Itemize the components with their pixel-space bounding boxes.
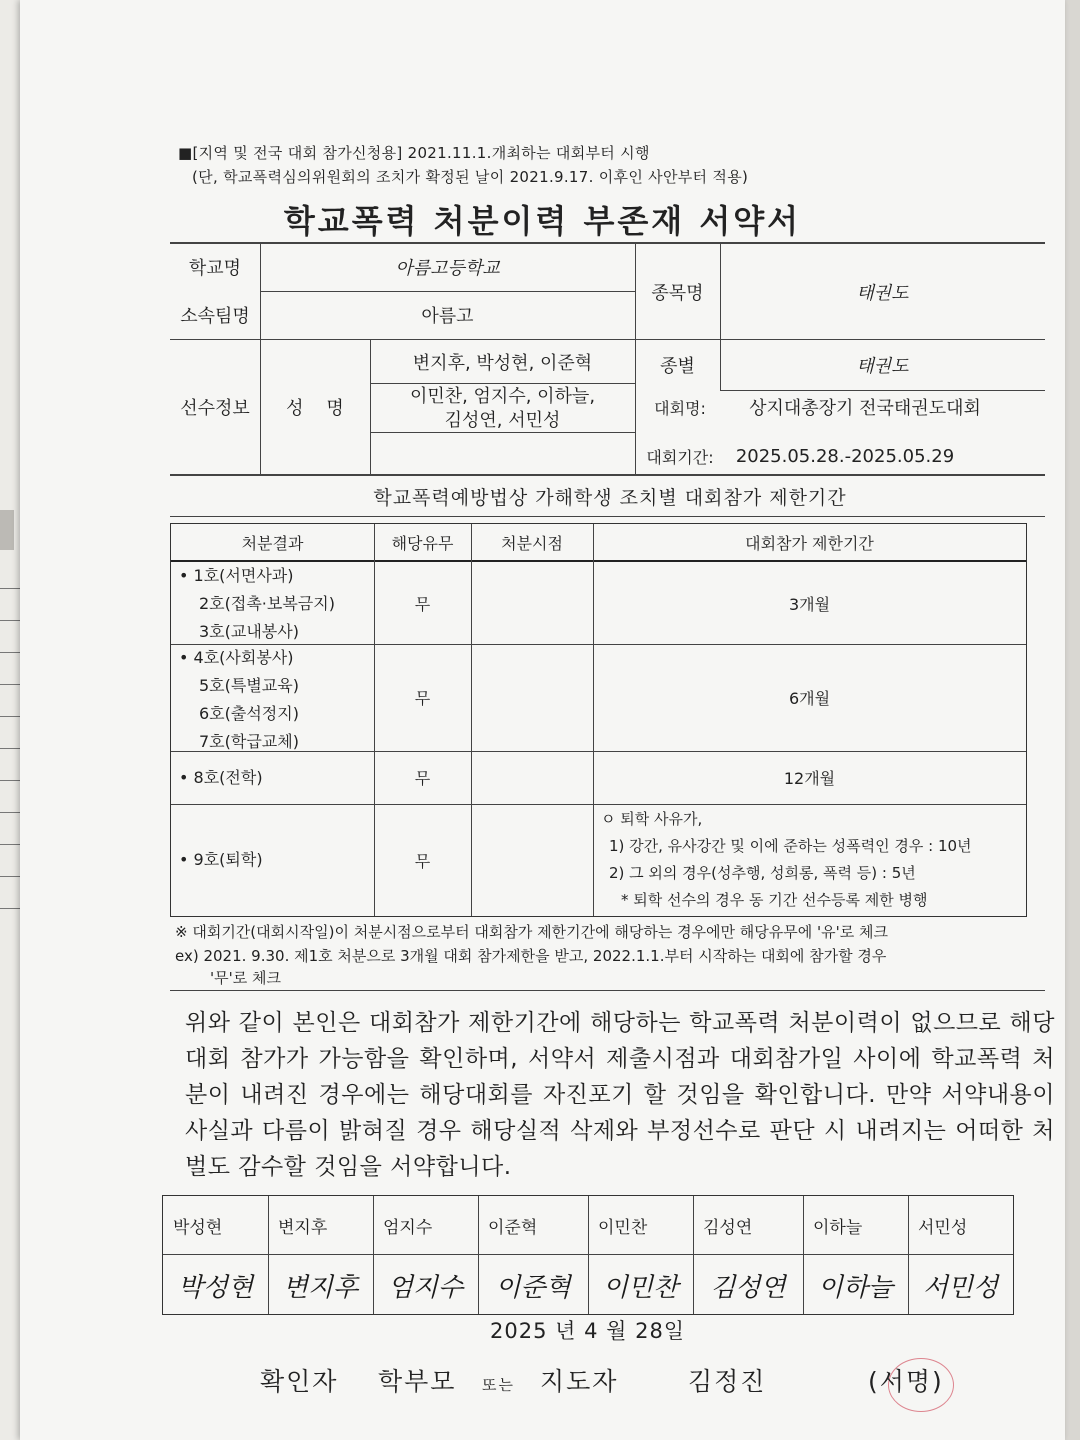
restriction-table <box>170 523 1027 917</box>
sign-label: (서명) <box>868 1367 944 1396</box>
background-rule <box>0 620 22 621</box>
row4-p3: 2) 그 외의 경우(성추행, 성희롱, 폭력 등) : 5년 <box>609 864 916 882</box>
confirmer-name: 김정진 <box>688 1367 767 1396</box>
period-label: 대회기간: <box>646 447 714 467</box>
background-document <box>0 0 22 1440</box>
row1-line1: • 1호(서면사과) <box>179 566 294 585</box>
signature-table <box>162 1195 1014 1315</box>
row3-period: 12개월 <box>783 769 836 788</box>
handwritten-signature: 서민성 <box>922 1272 999 1303</box>
background-tab <box>0 510 14 550</box>
kind-value: 태권도 <box>856 356 909 377</box>
handwritten-signature: 이준혁 <box>495 1272 571 1303</box>
signer-name: 변지후 <box>278 1217 328 1238</box>
note-2: ex) 2021. 9.30. 제1호 처분으로 3개월 대회 참가제한을 받고, 2022.1.1.부터 시작하는 대회에 참가할 경우 <box>175 947 887 965</box>
background-rule <box>0 908 22 909</box>
table-border <box>170 474 1045 476</box>
col-applicable: 해당유무 <box>391 533 454 553</box>
pledge-document <box>20 0 1065 1440</box>
signer-name: 엄지수 <box>383 1217 433 1238</box>
row1-period: 3개월 <box>788 594 831 614</box>
background-rule <box>0 780 22 781</box>
competition-value: 상지대총장기 전국태권도대회 <box>749 398 981 419</box>
kind-label: 종별 <box>660 356 695 377</box>
note-1: ※ 대회기간(대회시작일)이 처분시점으로부터 대회참가 제한기간에 해당하는 경우에만 해당유무에 '유'로 체크 <box>175 923 888 941</box>
note-3: '무'로 체크 <box>210 969 281 987</box>
table-rule <box>171 804 1026 805</box>
signer-name: 서민성 <box>918 1217 968 1238</box>
row4-measure: • 9호(퇴학) <box>179 850 263 869</box>
player-info-label: 선수정보 <box>180 398 250 419</box>
pledge-text: 위와 같이 본인은 대회참가 제한기간에 해당하는 학교폭력 처분이력이 없으므로 해당 대회 참가가 가능함을 확인하며, 서약서 제출시점과 대회참가일 사이에 학교폭력 처분이 내려진 경우에는 해당대회를 자진포기 할 것임을 확인합니다. 만약 서약내용이 사실과 다름이 밝혀질 경우 해당실적 삭제와 부정선수로 판단 시 내려지는 어떠한 처벌도 감수할 것임을 서약합니다. <box>185 1010 1055 1180</box>
name-label: 성 명 <box>286 398 344 419</box>
team-label: 소속팀명 <box>180 306 250 327</box>
handwritten-signature: 엄지수 <box>387 1272 464 1303</box>
period-value: 2025.05.28.-2025.05.29 <box>735 445 955 467</box>
col-result: 처분결과 <box>241 533 304 553</box>
header-subnote: (단, 학교폭력심의위원회의 조치가 확정된 날이 2021.9.17. 이후인 사안부터 적용) <box>192 168 749 186</box>
school-value: 아름고등학교 <box>395 258 500 279</box>
row4-p1: ㅇ 퇴학 사유가, <box>601 810 703 828</box>
document-title: 학교폭력 처분이력 부존재 서약서 <box>283 202 802 240</box>
handwritten-signature: 이민찬 <box>602 1272 679 1303</box>
row3-measure: • 8호(전학) <box>179 768 263 787</box>
competition-label: 대회명: <box>654 398 706 418</box>
handwritten-signature: 김성연 <box>710 1272 786 1303</box>
row2-line3: 6호(출석정지) <box>199 704 299 723</box>
handwritten-signature: 이하늘 <box>817 1272 894 1303</box>
notes-rule <box>170 990 1045 991</box>
row1-line2: 2호(접촉·보복금지) <box>199 594 335 613</box>
team-value: 아름고 <box>421 306 474 327</box>
header-note: ■[지역 및 전국 대회 참가신청용] 2021.11.1.개최하는 대회부터 시행 <box>178 144 650 162</box>
signer-name: 이준혁 <box>488 1217 538 1238</box>
confirmer-label: 확인자 <box>260 1367 339 1396</box>
document-date: 2025 년 4 월 28일 <box>490 1319 686 1343</box>
background-rule <box>0 812 22 813</box>
row2-line4: 7호(학급교체) <box>199 732 299 751</box>
row4-p2: 1) 강간, 유사강간 및 이에 준하는 성폭력인 경우 : 10년 <box>609 837 972 855</box>
row4-p4: * 퇴학 선수의 경우 동 기간 선수등록 제한 병행 <box>621 891 928 909</box>
handwritten-signature: 변지후 <box>282 1272 359 1303</box>
handwritten-signature: 박성현 <box>177 1272 254 1303</box>
player-names-1: 변지후, 박성현, 이준혁 <box>412 352 593 374</box>
background-rule <box>0 684 22 685</box>
background-rule <box>0 844 22 845</box>
coach-label: 지도자 <box>540 1367 619 1396</box>
row2-line1: • 4호(사회봉사) <box>179 648 294 667</box>
row2-applicable: 무 <box>414 689 431 708</box>
row2-period: 6개월 <box>788 689 831 708</box>
row1-applicable: 무 <box>414 594 431 614</box>
restriction-subtitle: 학교폭력예방법상 가해학생 조치별 대회참가 제한기간 <box>373 487 847 509</box>
row3-applicable: 무 <box>414 769 431 788</box>
player-names-3: 김성연, 서민성 <box>444 410 561 431</box>
subtitle-rule <box>170 516 1045 517</box>
signer-name: 박성현 <box>173 1217 223 1238</box>
background-rule <box>0 652 22 653</box>
parent-label: 학부모 <box>378 1367 457 1396</box>
row1-line3: 3호(교내봉사) <box>199 622 299 641</box>
row2-measures <box>179 644 299 756</box>
background-rule <box>0 748 22 749</box>
school-label: 학교명 <box>188 258 242 279</box>
row1-measures <box>179 562 335 646</box>
event-label: 종목명 <box>651 282 704 304</box>
background-rule <box>0 588 22 589</box>
signer-name: 김성연 <box>703 1217 753 1238</box>
player-names-2: 이민찬, 엄지수, 이하늘, <box>409 386 596 407</box>
row4-applicable: 무 <box>414 851 431 871</box>
or-label: 또는 <box>482 1376 515 1394</box>
event-value: 태권도 <box>856 282 909 304</box>
table-rule <box>370 432 635 433</box>
signer-name: 이민찬 <box>598 1217 648 1238</box>
table-rule <box>471 524 472 916</box>
col-time: 처분시점 <box>501 533 563 553</box>
background-rule <box>0 716 22 717</box>
row4-period <box>601 806 1021 914</box>
background-rule <box>0 876 22 877</box>
signer-name: 이하늘 <box>813 1217 863 1238</box>
col-period: 대회참가 제한기간 <box>745 533 874 553</box>
row2-line2: 5호(특별교육) <box>199 676 299 695</box>
